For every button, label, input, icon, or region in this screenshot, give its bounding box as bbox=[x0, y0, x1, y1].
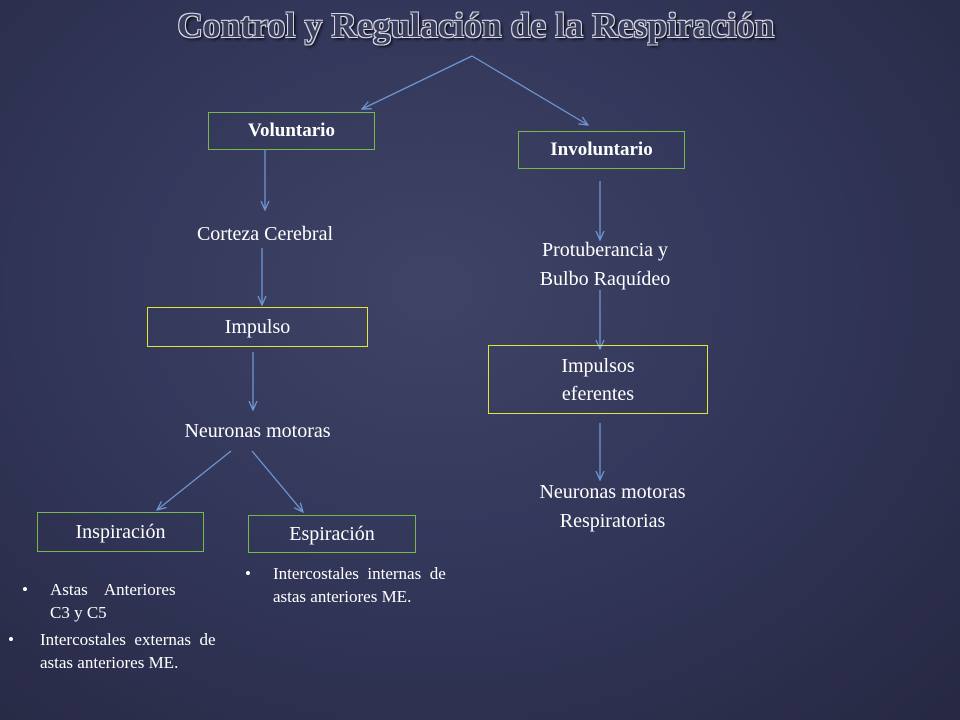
bullet-line: Astas Anteriores bbox=[50, 580, 176, 599]
bullet-dot: • bbox=[245, 564, 251, 583]
voluntario-box bbox=[208, 112, 375, 150]
neuronas-motoras-label: Neuronas motoras bbox=[184, 420, 331, 442]
bullet-line: Intercostales internas de bbox=[273, 564, 446, 583]
impulsos-line: Impulsos bbox=[561, 354, 635, 377]
bullet-item bbox=[8, 628, 283, 674]
inspiracion-label: Inspiración bbox=[75, 521, 166, 543]
neuronas-motoras-line: Neuronas motoras bbox=[539, 481, 686, 503]
espiracion-label: Espiración bbox=[289, 523, 375, 545]
neuronas-respiratorias-label bbox=[485, 478, 740, 536]
espiracion-bullet-list bbox=[243, 562, 528, 608]
bullet-line: C3 y C5 bbox=[50, 603, 107, 622]
inspiracion-bullet-list bbox=[8, 578, 283, 674]
espiracion-box bbox=[248, 515, 416, 553]
bullet-line: Intercostales externas de bbox=[40, 630, 216, 649]
bullet-line: astas anteriores ME. bbox=[40, 653, 179, 672]
bullet-line: astas anteriores ME. bbox=[273, 587, 412, 606]
impulsos-eferentes-box bbox=[488, 345, 708, 414]
voluntario-label: Voluntario bbox=[248, 120, 335, 141]
impulso-box bbox=[147, 307, 368, 347]
slide-title: Control y Regulación de la Respiración bbox=[177, 6, 775, 45]
inspiracion-box bbox=[37, 512, 204, 552]
corteza-cerebral-label: Corteza Cerebral bbox=[196, 223, 334, 245]
arrow-title-to-voluntario bbox=[362, 56, 472, 109]
arrow-neuronas-to-espiracion bbox=[252, 451, 303, 512]
bullet-item bbox=[8, 578, 283, 624]
impulso-label: Impulso bbox=[224, 316, 291, 338]
bulbo-line: Bulbo Raquídeo bbox=[539, 268, 671, 290]
arrow-title-to-involuntario bbox=[472, 56, 588, 125]
protuberancia-line: Protuberancia y bbox=[541, 239, 669, 261]
involuntario-label: Involuntario bbox=[550, 139, 653, 160]
arrow-neuronas-to-inspiracion bbox=[157, 451, 231, 510]
involuntario-box bbox=[518, 131, 685, 169]
bullet-dot: • bbox=[22, 580, 28, 599]
eferentes-line: eferentes bbox=[561, 382, 635, 405]
protuberancia-label bbox=[490, 236, 720, 294]
bullet-item bbox=[243, 562, 528, 608]
respiratorias-line: Respiratorias bbox=[559, 510, 666, 532]
bullet-dot: • bbox=[8, 630, 14, 649]
